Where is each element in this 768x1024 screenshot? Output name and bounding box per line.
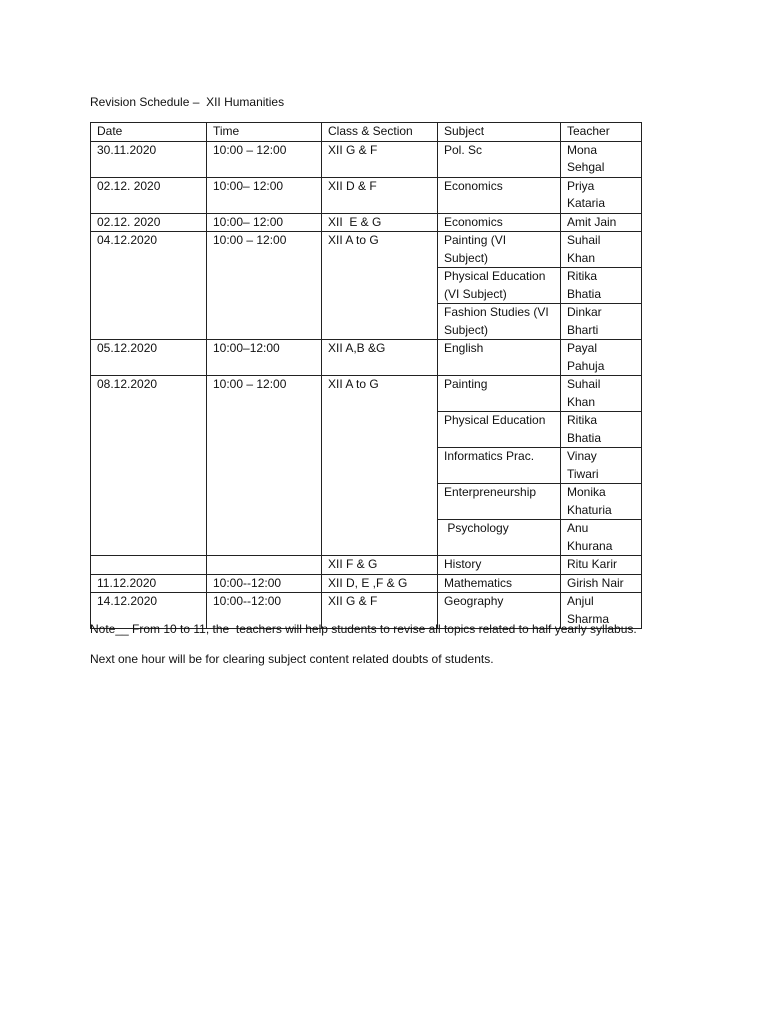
note-line: Note__ From 10 to 11, the teachers will help students to revise all topics related to half yearly syllabus. <box>90 622 637 636</box>
column-header-time: Time <box>207 123 322 142</box>
teacher-cell: Mona Sehgal <box>561 141 642 177</box>
teacher-cell: Girish Nair <box>561 574 642 593</box>
teacher-cell: Monika Khaturia <box>561 484 642 520</box>
subject-cell: English <box>438 340 561 376</box>
teacher-cell: Amit Jain <box>561 213 642 232</box>
time-cell: 10:00– 12:00 <box>207 213 322 232</box>
table-row <box>91 177 642 213</box>
teacher-cell: Dinkar Bharti <box>561 304 642 340</box>
teacher-cell: Anjul Sharma <box>561 593 642 629</box>
time-cell: 10:00–12:00 <box>207 340 322 376</box>
table-row <box>91 574 642 593</box>
subject-cell: Painting (VI Subject) <box>438 232 561 268</box>
subject-cell: Mathematics <box>438 574 561 593</box>
subject-cell: Pol. Sc <box>438 141 561 177</box>
class-section-cell: XII E & G <box>322 213 438 232</box>
note-line: Next one hour will be for clearing subject content related doubts of students. <box>90 652 494 666</box>
table-row <box>91 141 642 177</box>
subject-cell: Economics <box>438 213 561 232</box>
subject-cell: Psychology <box>438 520 561 556</box>
column-header-teacher: Teacher <box>561 123 642 142</box>
date-cell: 04.12.2020 <box>91 232 207 340</box>
date-cell: 02.12. 2020 <box>91 177 207 213</box>
table-row <box>91 376 642 412</box>
teacher-cell: Ritika Bhatia <box>561 268 642 304</box>
teacher-cell: Priya Kataria <box>561 177 642 213</box>
class-section-cell: XII G & F <box>322 593 438 629</box>
subject-cell: Enterpreneurship <box>438 484 561 520</box>
class-section-cell: XII A to G <box>322 376 438 556</box>
time-cell <box>207 556 322 575</box>
class-section-cell: XII F & G <box>322 556 438 575</box>
time-cell: 10:00--12:00 <box>207 593 322 629</box>
class-section-cell: XII D & F <box>322 177 438 213</box>
teacher-cell: Ritu Karir <box>561 556 642 575</box>
time-cell: 10:00 – 12:00 <box>207 141 322 177</box>
date-cell: 05.12.2020 <box>91 340 207 376</box>
subject-cell: History <box>438 556 561 575</box>
date-cell <box>91 556 207 575</box>
subject-cell: Painting <box>438 376 561 412</box>
time-cell: 10:00 – 12:00 <box>207 232 322 340</box>
time-cell: 10:00 – 12:00 <box>207 376 322 556</box>
table-row <box>91 556 642 575</box>
teacher-cell: Vinay Tiwari <box>561 448 642 484</box>
page-title: Revision Schedule – XII Humanities <box>90 95 285 109</box>
subject-cell: Physical Education <box>438 412 561 448</box>
date-cell: 11.12.2020 <box>91 574 207 593</box>
date-cell: 14.12.2020 <box>91 593 207 629</box>
teacher-cell: Payal Pahuja <box>561 340 642 376</box>
time-cell: 10:00– 12:00 <box>207 177 322 213</box>
date-cell: 02.12. 2020 <box>91 213 207 232</box>
teacher-cell: Ritika Bhatia <box>561 412 642 448</box>
column-header-date: Date <box>91 123 207 142</box>
teacher-cell: Suhail Khan <box>561 232 642 268</box>
table-row <box>91 213 642 232</box>
subject-cell: Physical Education (VI Subject) <box>438 268 561 304</box>
class-section-cell: XII G & F <box>322 141 438 177</box>
subject-cell: Informatics Prac. <box>438 448 561 484</box>
subject-cell: Geography <box>438 593 561 629</box>
table-row <box>91 232 642 268</box>
subject-cell: Fashion Studies (VI Subject) <box>438 304 561 340</box>
time-cell: 10:00--12:00 <box>207 574 322 593</box>
subject-cell: Economics <box>438 177 561 213</box>
column-header-subject: Subject <box>438 123 561 142</box>
class-section-cell: XII A to G <box>322 232 438 340</box>
schedule-table <box>90 122 642 629</box>
table-header-row <box>91 123 642 142</box>
class-section-cell: XII A,B &G <box>322 340 438 376</box>
teacher-cell: Suhail Khan <box>561 376 642 412</box>
date-cell: 30.11.2020 <box>91 141 207 177</box>
teacher-cell: Anu Khurana <box>561 520 642 556</box>
table-row <box>91 340 642 376</box>
date-cell: 08.12.2020 <box>91 376 207 556</box>
column-header-class-section: Class & Section <box>322 123 438 142</box>
class-section-cell: XII D, E ,F & G <box>322 574 438 593</box>
